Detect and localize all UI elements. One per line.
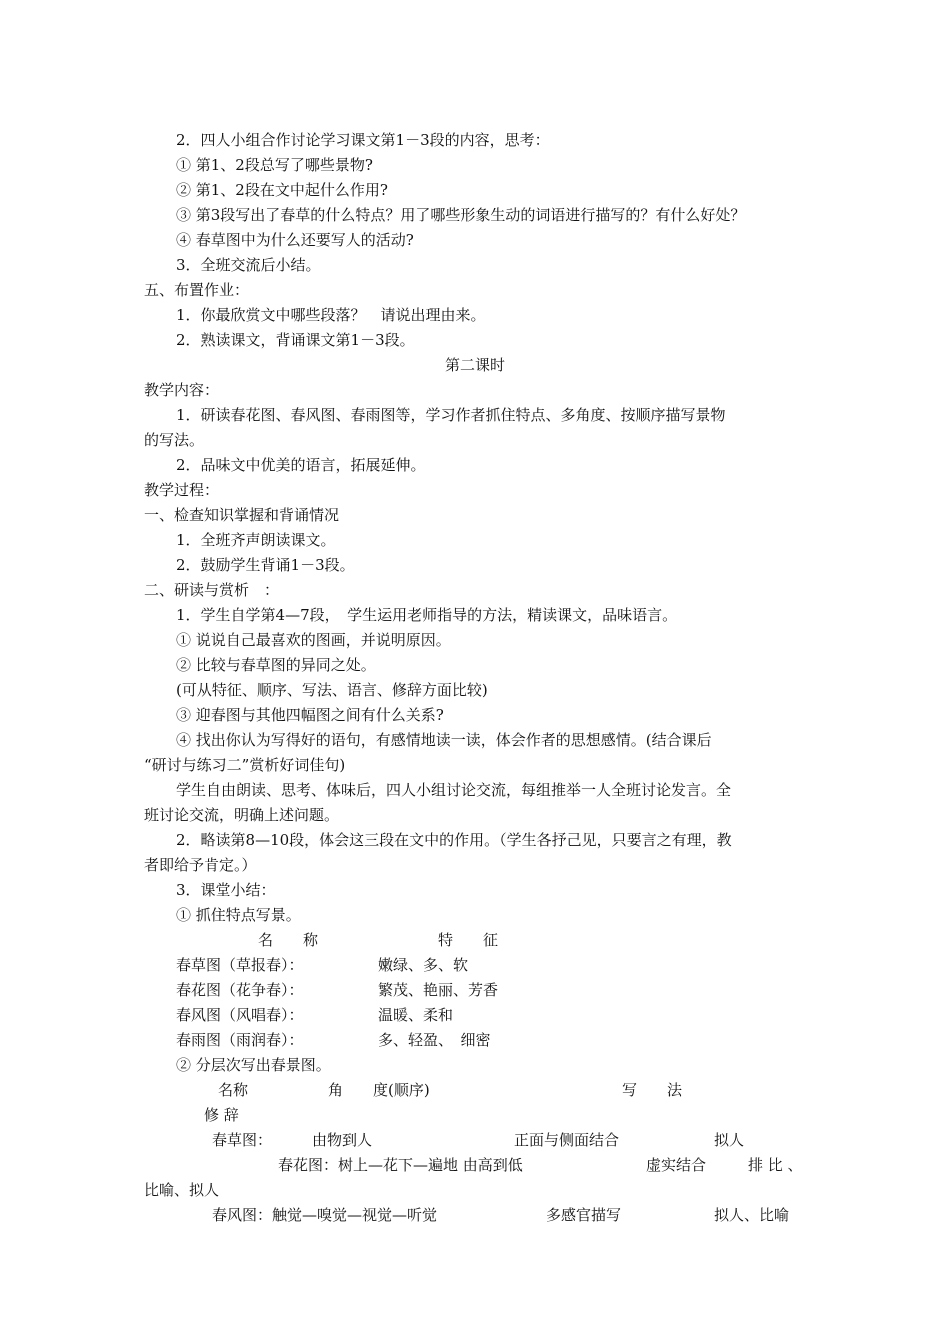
text-line: ③ 第3段写出了春草的什么特点？用了哪些形象生动的词语进行描写的？有什么好处？ — [176, 206, 746, 224]
table-cell: 春花图（花争春）： — [176, 981, 304, 999]
text-line: 2．品味文中优美的语言，拓展延伸。 — [176, 456, 426, 474]
section-heading: 二、研读与赏析 ： — [144, 581, 280, 599]
text-line: ② 分层次写出春景图。 — [176, 1056, 331, 1074]
text-line: 2．略读第8—10段，体会这三段在文中的作用。（学生各抒己见，只要言之有理，教 — [176, 831, 732, 849]
text-line: ④ 找出你认为写得好的语句，有感情地读一读，体会作者的思想感情。(结合课后 — [176, 731, 712, 749]
table-cell: 温暖、柔和 — [378, 1006, 454, 1024]
table-header: 修 辞 — [204, 1106, 239, 1124]
text-line: 2．四人小组合作讨论学习课文第1－3段的内容，思考： — [176, 131, 550, 149]
table-cell: 春风图（风唱春）： — [176, 1006, 304, 1024]
table-cell: 多感官描写 — [546, 1206, 622, 1224]
table-cell: 春花图：树上—花下—遍地 由高到低 — [278, 1156, 523, 1174]
table-cell: 正面与侧面结合 — [514, 1131, 620, 1149]
text-line: 学生自由朗读、思考、体味后，四人小组讨论交流，每组推举一人全班讨论发言。全 — [176, 781, 732, 799]
table-cell: 春雨图（雨润春）： — [176, 1031, 304, 1049]
table-cell: 春风图：触觉—嗅觉—视觉—听觉 — [212, 1206, 438, 1224]
text-line: 1．研读春花图、春风图、春雨图等，学习作者抓住特点、多角度、按顺序描写景物 — [176, 406, 726, 424]
text-line: 3．全班交流后小结。 — [176, 256, 321, 274]
table-cell: 春草图： — [212, 1131, 273, 1149]
text-line: ② 比较与春草图的异同之处。 — [176, 656, 376, 674]
table-cell: 排 比 、 — [748, 1156, 803, 1174]
table-cell: 繁茂、艳丽、芳香 — [378, 981, 499, 999]
table-cell: 拟人、比喻 — [714, 1206, 790, 1224]
text-line: 1．全班齐声朗读课文。 — [176, 531, 336, 549]
text-line: 2．鼓励学生背诵1－3段。 — [176, 556, 355, 574]
text-line: ③ 迎春图与其他四幅图之间有什么关系? — [176, 706, 444, 724]
text-line: 3．课堂小结： — [176, 881, 276, 899]
table-cell: 嫩绿、多、软 — [378, 956, 469, 974]
section-heading: 一、检查知识掌握和背诵情况 — [144, 506, 340, 524]
table-cell: 比喻、拟人 — [144, 1181, 220, 1199]
table-cell: 拟人 — [714, 1131, 745, 1149]
text-line: (可从特征、顺序、写法、语言、修辞方面比较) — [176, 681, 488, 699]
table-header: 特 征 — [438, 931, 499, 949]
text-line: 班讨论交流，明确上述问题。 — [144, 806, 340, 824]
text-line: 1．学生自学第4—7段， 学生运用老师指导的方法，精读课文，品味语言。 — [176, 606, 678, 624]
table-cell: 春草图（草报春）： — [176, 956, 304, 974]
text-line: 的写法。 — [144, 431, 205, 449]
table-header: 写 法 — [622, 1081, 683, 1099]
table-header: 角 度(顺序) — [328, 1081, 430, 1099]
table-cell: 虚实结合 — [646, 1156, 707, 1174]
table-header: 名称 — [218, 1081, 249, 1099]
text-line: 2．熟读课文，背诵课文第1－3段。 — [176, 331, 415, 349]
table-cell: 由物到人 — [312, 1131, 373, 1149]
table-cell: 多、轻盈、 细密 — [378, 1031, 491, 1049]
table-header: 名 称 — [258, 931, 319, 949]
section-heading: 五、布置作业： — [144, 281, 250, 299]
section-heading: 教学过程： — [144, 481, 220, 499]
text-line: ④ 春草图中为什么还要写人的活动? — [176, 231, 414, 249]
section-heading: 教学内容： — [144, 381, 220, 399]
text-line: ① 第1、2段总写了哪些景物? — [176, 156, 373, 174]
text-line: ① 说说自己最喜欢的图画，并说明原因。 — [176, 631, 451, 649]
text-line: 1．你最欣赏文中哪些段落？ 请说出理由来。 — [176, 306, 486, 324]
text-line: ② 第1、2段在文中起什么作用? — [176, 181, 388, 199]
text-line: ① 抓住特点写景。 — [176, 906, 301, 924]
text-line: 者即给予肯定。） — [144, 856, 257, 874]
text-line: “研讨与练习二”赏析好词佳句) — [144, 756, 346, 774]
lesson-title: 第二课时 — [444, 356, 505, 374]
